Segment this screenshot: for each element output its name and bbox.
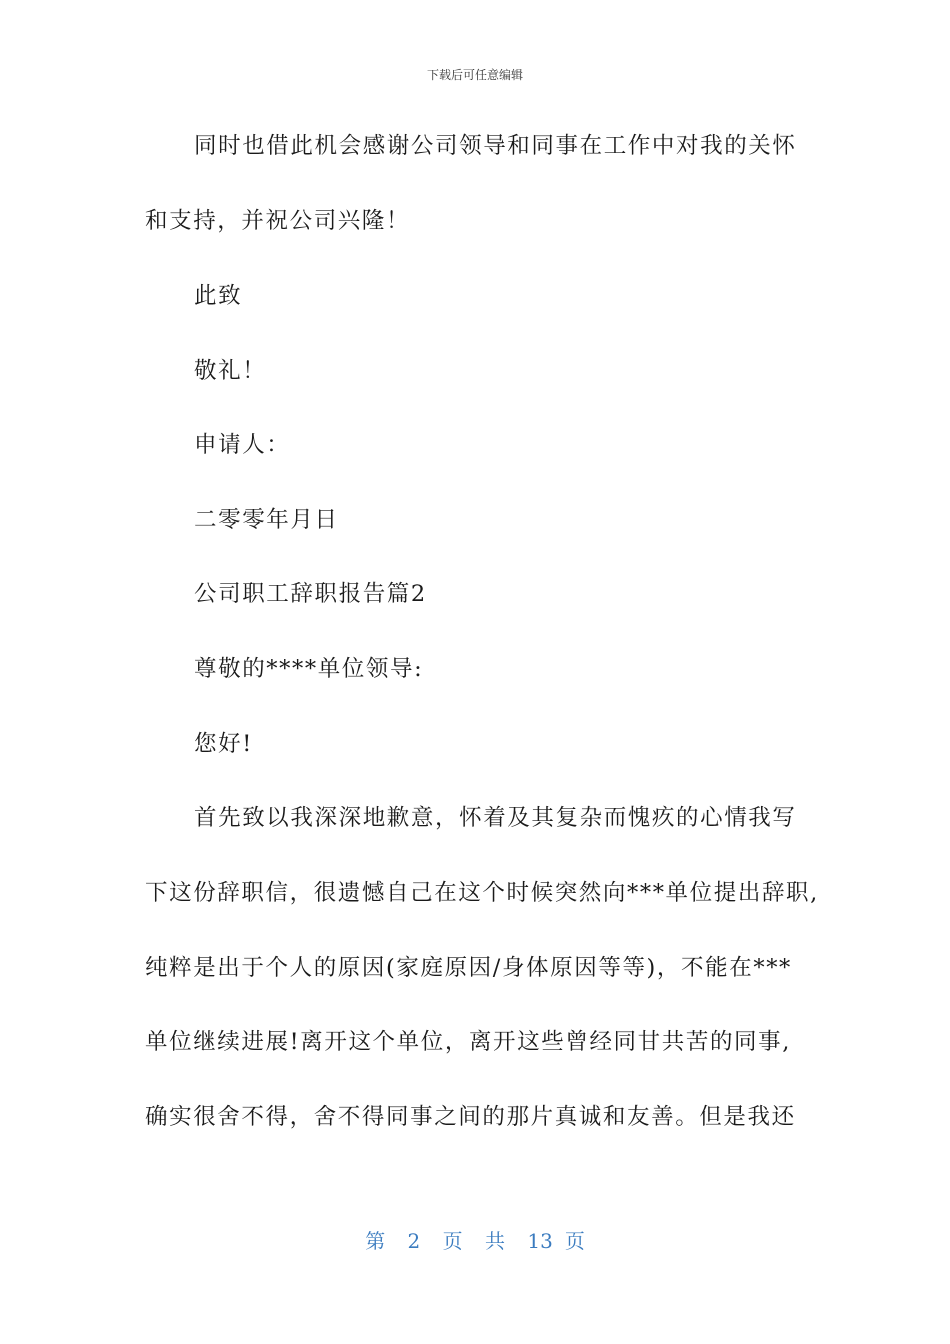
paragraph-line: 首先致以我深深地歉意，怀着及其复杂而愧疚的心情我写 [194, 805, 797, 831]
paragraph-line: 同时也借此机会感谢公司领导和同事在工作中对我的关怀 [194, 133, 797, 159]
page-footer [0, 1225, 950, 1254]
paragraph-line: 下这份辞职信，很遗憾自己在这个时候突然向***单位提出辞职, [145, 880, 819, 906]
paragraph-line: 二零零年月日 [194, 507, 339, 533]
paragraph-line: 尊敬的****单位领导: [194, 656, 424, 682]
paragraph-line: 此致 [194, 283, 243, 309]
paragraph-line: 确实很舍不得，舍不得同事之间的那片真诚和友善。但是我还 [145, 1104, 796, 1130]
paragraph-line: 单位继续进展!离开这个单位，离开这些曾经同甘共苦的同事, [145, 1029, 791, 1055]
paragraph-line: 纯粹是出于个人的原因(家庭原因/身体原因等等)，不能在*** [145, 955, 792, 981]
footer-page-number: 2 [407, 1229, 421, 1253]
paragraph-line: 敬礼！ [194, 358, 267, 384]
footer-prefix: 第 [365, 1229, 386, 1253]
paragraph-line: 和支持，并祝公司兴隆！ [145, 208, 411, 234]
footer-mid1: 页 [442, 1229, 463, 1253]
footer-mid2: 共 [485, 1229, 505, 1253]
section-heading: 公司职工辞职报告篇2 [194, 581, 427, 607]
footer-total-pages: 13 [527, 1229, 553, 1253]
paragraph-line: 申请人： [194, 432, 291, 458]
paragraph-line: 您好! [194, 731, 253, 757]
page-header: 下载后可任意编辑 [426, 68, 523, 82]
footer-suffix: 页 [564, 1229, 585, 1253]
